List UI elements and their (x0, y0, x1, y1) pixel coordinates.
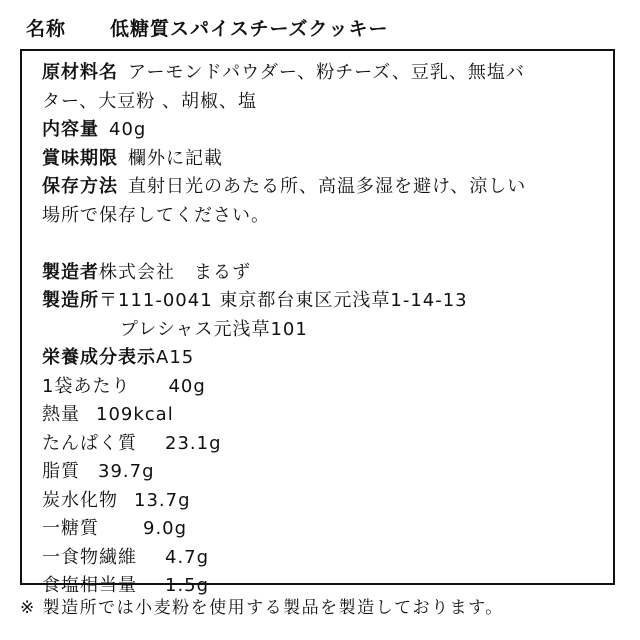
best-before-row (42, 145, 602, 174)
nutrition-name: 脂質 (42, 461, 80, 482)
nutrition-value: 39.7g (98, 461, 155, 482)
nutrition-name: 炭水化物 (42, 489, 118, 511)
nutrition-value: 1.5g (165, 575, 210, 596)
nutrition-name: 一食物繊維 (42, 546, 137, 568)
contents-row (42, 116, 602, 145)
food-label-content (42, 59, 602, 601)
nutrition-row (42, 373, 602, 402)
nutrition-name: 熱量 (42, 404, 80, 425)
maker-value: 株式会社 まるず (99, 261, 251, 283)
nutrition-value: 9.0g (143, 518, 188, 539)
allergen-footnote: ※ 製造所では小麦粉を使用する製品を製造しております。 (20, 598, 504, 618)
product-name-label: 名称 (26, 17, 67, 40)
contents-label: 内容量 (42, 119, 99, 140)
storage-line-1: 直射日光のあたる所、高温多湿を避け、涼しい (128, 176, 527, 197)
best-before-value: 欄外に記載 (128, 147, 223, 169)
nutrition-value: 40g (168, 375, 206, 397)
nutrition-heading-row (42, 344, 602, 373)
factory-line-2: プレシャス元浅草101 (120, 318, 308, 340)
nutrition-row (42, 515, 602, 544)
maker-label: 製造者 (42, 261, 99, 283)
ingredients-label: 原材料名 (42, 62, 118, 83)
contents-value: 40g (109, 119, 147, 140)
nutrition-value: 13.7g (134, 489, 191, 511)
nutrition-code: A15 (156, 347, 195, 368)
food-label-box (20, 49, 615, 596)
nutrition-row (42, 487, 602, 516)
ingredients-line-1: アーモンドパウダー、粉チーズ、豆乳、無塩バ (128, 62, 525, 83)
nutrition-value: 23.1g (165, 432, 222, 454)
factory-label: 製造所 (42, 290, 99, 311)
nutrition-value: 109kcal (96, 404, 174, 425)
storage-row (42, 173, 602, 202)
storage-label: 保存方法 (42, 176, 118, 197)
nutrition-row (42, 458, 602, 487)
nutrition-row (42, 401, 602, 430)
factory-row (42, 287, 602, 316)
nutrition-name: 一糖質 (42, 518, 99, 539)
factory-line-1: 〒111-0041 東京都台東区元浅草1-14-13 (99, 290, 468, 311)
nutrition-row (42, 544, 602, 573)
nutrition-name: 1袋あたり (42, 375, 131, 397)
nutrition-name: 食塩相当量 (42, 575, 137, 596)
nutrition-label: 栄養成分表示 (42, 347, 156, 368)
nutrition-value: 4.7g (165, 546, 210, 568)
spacer (42, 230, 602, 259)
ingredients-line-2: ター、大豆粉 、胡椒、塩 (42, 90, 258, 112)
product-name-value: 低糖質スパイスチーズクッキー (110, 17, 389, 40)
ingredients-row (42, 59, 602, 88)
best-before-label: 賞味期限 (42, 147, 118, 169)
nutrition-row (42, 430, 602, 459)
storage-line-2: 場所で保存してください。 (42, 204, 270, 226)
maker-row (42, 259, 602, 288)
nutrition-name: たんぱく質 (42, 432, 137, 454)
product-name-row (26, 12, 626, 42)
